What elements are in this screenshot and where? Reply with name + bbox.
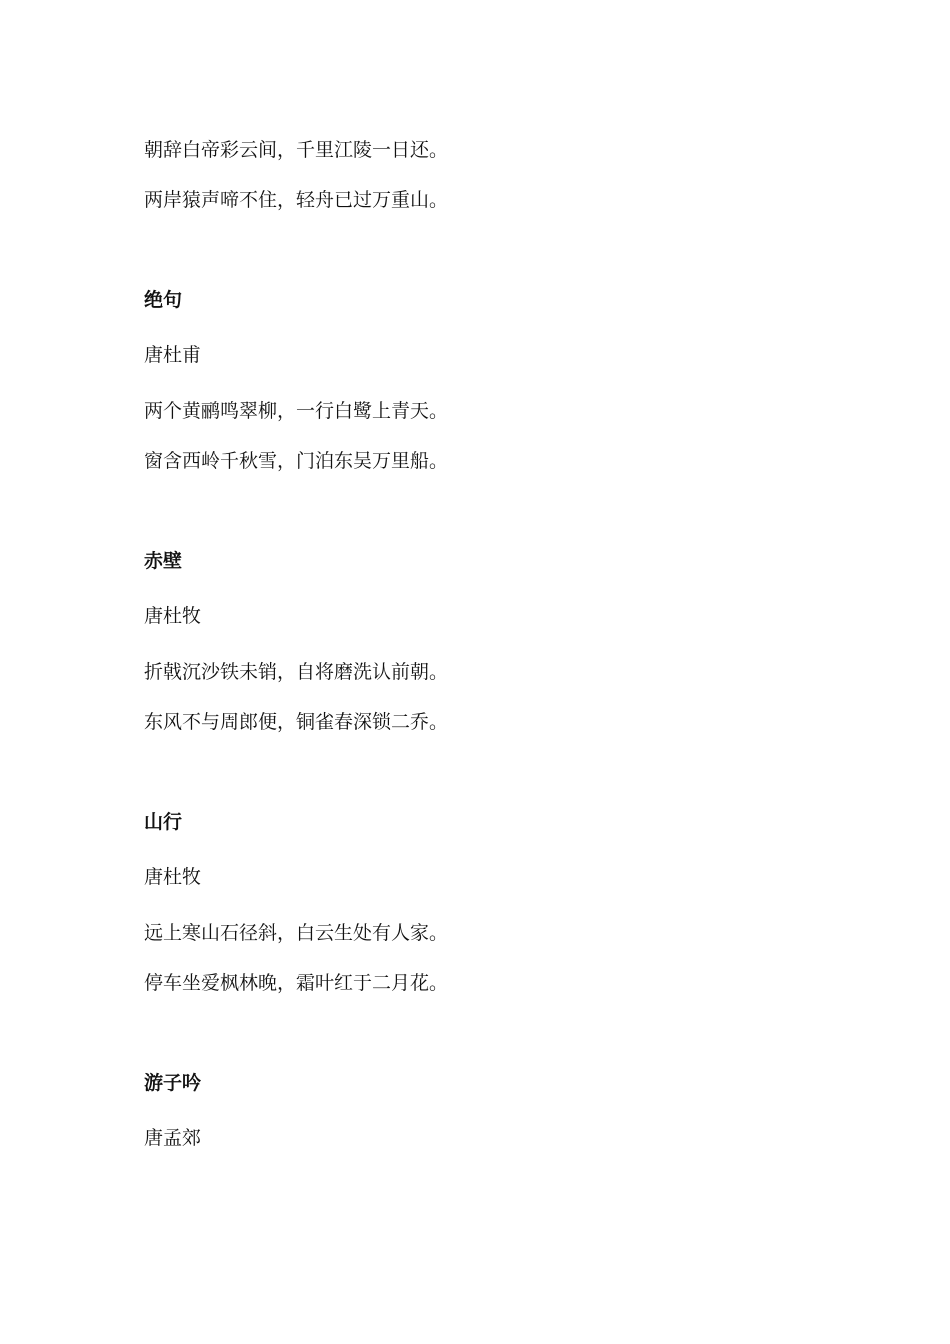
poem-title: 山行 <box>144 811 183 833</box>
poem-title: 赤壁 <box>144 550 183 572</box>
poem-line: 朝辞白帝彩云间，千里江陵一日还。 <box>144 139 449 161</box>
poem-line: 东风不与周郎便，铜雀春深锁二乔。 <box>144 711 449 733</box>
poem-line: 远上寒山石径斜，白云生处有人家。 <box>144 922 449 944</box>
poem-title: 游子吟 <box>144 1072 202 1094</box>
poem-line: 窗含西岭千秋雪，门泊东吴万里船。 <box>144 450 449 472</box>
poem-author: 唐杜牧 <box>144 605 202 627</box>
poem-title: 绝句 <box>144 289 183 311</box>
poem-author: 唐杜甫 <box>144 344 202 366</box>
poem-line: 两岸猿声啼不住，轻舟已过万重山。 <box>144 189 449 211</box>
poem-line: 停车坐爱枫林晚，霜叶红于二月花。 <box>144 972 449 994</box>
poem-author: 唐杜牧 <box>144 866 202 888</box>
poem-line: 折戟沉沙铁未销，自将磨洗认前朝。 <box>144 661 449 683</box>
poem-author: 唐孟郊 <box>144 1127 202 1149</box>
poem-line: 两个黄鹂鸣翠柳，一行白鹭上青天。 <box>144 400 449 422</box>
